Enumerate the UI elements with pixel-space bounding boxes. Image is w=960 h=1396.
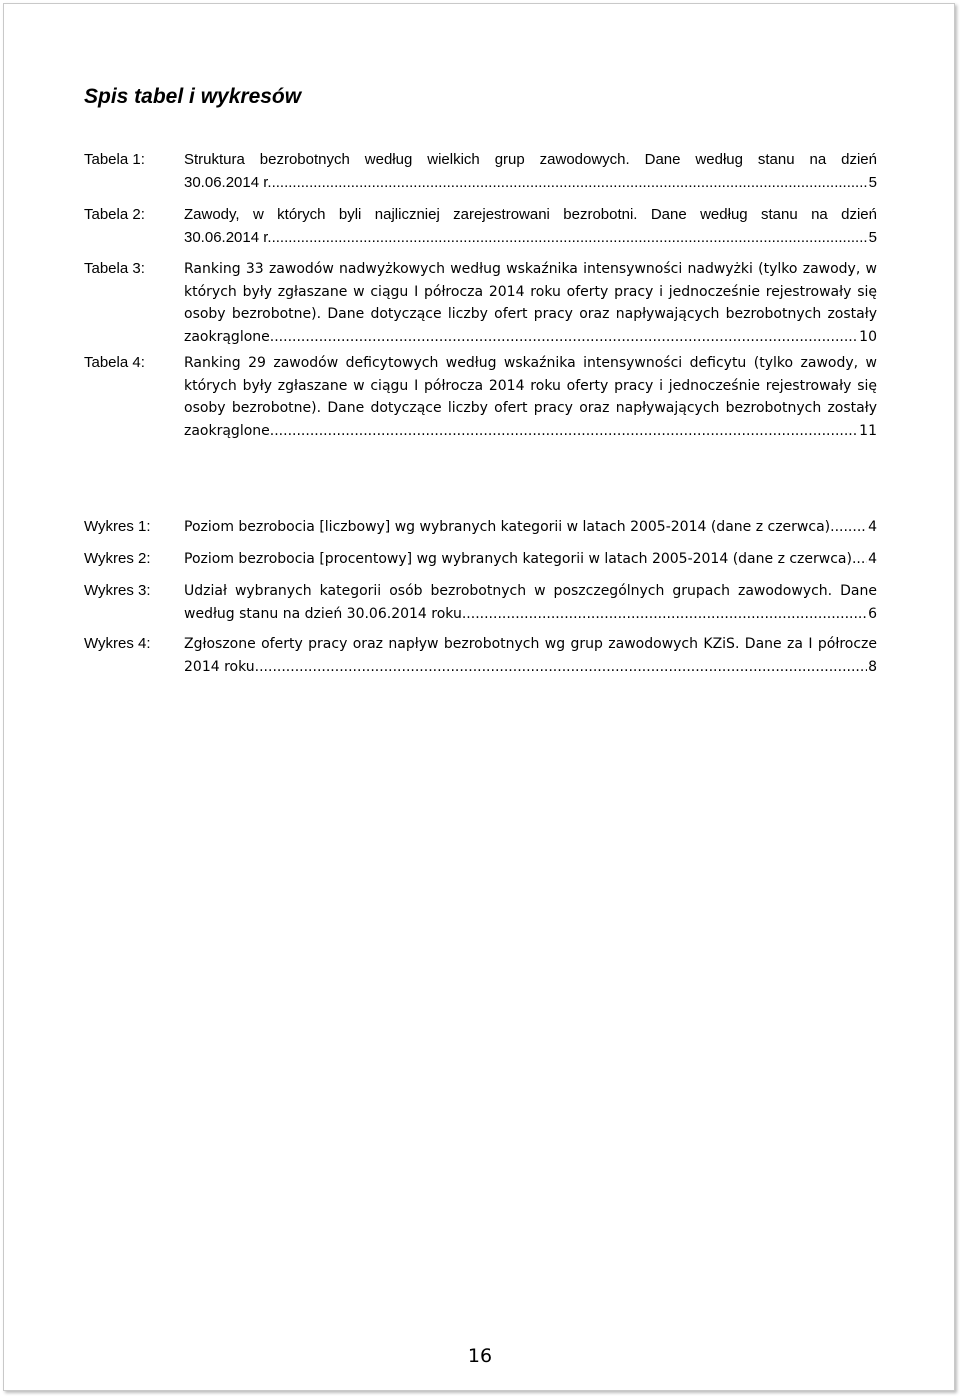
entry-page-number: 4 (868, 551, 877, 567)
entry-page-number: 4 (868, 519, 877, 535)
entry-last-line: zaokrąglone. (184, 328, 275, 345)
entry-page-number: 6 (868, 605, 877, 622)
entry-page-number: 10 (859, 328, 877, 345)
entry-last-line: Poziom bezrobocia [liczbowy] wg wybranych kategorii w latach 2005-2014 (dane z czerwca). (184, 519, 835, 535)
entry-label: Tabela 1: (84, 151, 145, 168)
entry-label: Wykres 3: (84, 582, 151, 599)
leader-dots (259, 656, 867, 679)
entry-label: Wykres 4: (84, 635, 151, 652)
entry-last-line: 30.06.2014 r. (184, 173, 272, 191)
entry-last-line: 2014 roku. (184, 658, 260, 675)
entry-text: Zgłoszone oferty pracy oraz napływ bezrobotnych wg grup zawodowych KZiS. Dane za I półrocze (184, 636, 877, 652)
entry-label: Wykres 2: (84, 550, 151, 567)
entry-last-line: Poziom bezrobocia [procentowy] wg wybranych kategorii w latach 2005-2014 (dane z czerwca). (184, 551, 857, 567)
page-heading: Spis tabel i wykresów (84, 85, 302, 108)
leader-dots (272, 172, 868, 195)
entry-last-line: według stanu na dzień 30.06.2014 roku. (184, 605, 467, 622)
leader-dots (274, 420, 858, 443)
entry-page-number: 8 (868, 658, 877, 675)
page-number: 16 (467, 1345, 493, 1367)
entry-label: Wykres 1: (84, 518, 151, 535)
entry-last-line: 30.06.2014 r. (184, 228, 272, 246)
entry-page-number: 11 (859, 422, 877, 439)
entry-label: Tabela 3: (84, 260, 145, 277)
leader-dots (466, 603, 867, 626)
entry-last-line: zaokrąglone. (184, 422, 275, 439)
entry-page-number: 5 (868, 228, 877, 246)
entry-text: Udział wybranych kategorii osób bezrobotnych w poszczególnych grupach zawodowych. Dane (184, 583, 877, 599)
entry-text: Zawody, w których byli najliczniej zarejestrowani bezrobotni. Dane według stanu na dzień (184, 206, 877, 223)
leader-dots (272, 227, 868, 250)
leader-dots (835, 516, 868, 539)
leader-dots (274, 326, 858, 349)
entry-text: Struktura bezrobotnych według wielkich grup zawodowych. Dane według stanu na dzień (184, 151, 877, 168)
entry-page-number: 5 (868, 173, 877, 191)
leader-dots (856, 548, 867, 571)
entry-label: Tabela 2: (84, 206, 145, 223)
entry-text: Ranking 29 zawodów deficytowych według wskaźnika intensywności deficytu (tylko zawody, w których były zgłaszane w ciągu I półrocza 2014 roku oferty pracy i jednocześnie rejestrowały się osoby bezrobotne). Dane dotyczące liczby ofert pracy oraz napływających bezrobotnych zostały (184, 355, 877, 416)
entry-text: Ranking 33 zawodów nadwyżkowych według wskaźnika intensywności nadwyżki (tylko zawody, w których były zgłaszane w ciągu I półrocza 2014 roku oferty pracy i jednocześnie rejestrowały się osoby bezrobotne). Dane dotyczące liczby ofert pracy oraz napływających bezrobotnych zostały (184, 261, 877, 322)
entry-label: Tabela 4: (84, 354, 145, 371)
